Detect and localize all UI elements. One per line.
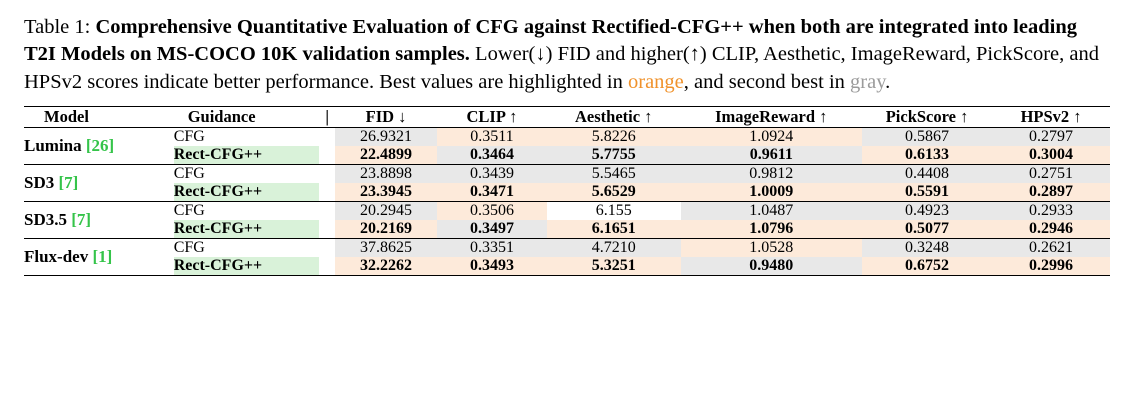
guidance-method-cell: Rect-CFG++	[174, 257, 320, 275]
metric-value-cell: 23.8898	[335, 164, 437, 183]
model-name: Lumina	[24, 135, 82, 155]
metric-value-cell: 0.6133	[862, 146, 992, 164]
column-divider	[319, 164, 335, 183]
header-divider: |	[325, 106, 330, 126]
metric-value-cell: 0.3471	[437, 183, 547, 201]
guidance-method-cell: Rect-CFG++	[174, 220, 320, 238]
metric-value-cell: 0.5867	[862, 127, 992, 146]
metric-value-cell: 0.3004	[992, 146, 1110, 164]
table-row	[24, 146, 1110, 164]
metric-value-cell: 26.9321	[335, 127, 437, 146]
metric-value-cell: 0.2797	[992, 127, 1110, 146]
guidance-method-cell: CFG	[173, 238, 205, 256]
metric-value-cell: 0.5591	[862, 183, 992, 201]
column-divider	[319, 127, 335, 146]
header-fid: FID ↓	[365, 106, 407, 126]
caption-orange-word: orange	[628, 70, 684, 93]
metric-value-cell: 0.2621	[992, 238, 1110, 257]
caption-bold-text: Comprehensive Quantitative Evaluation of CFG against Rectified-CFG++ when both are integrated into leading T2I Models on MS-COCO 10K validation samples.	[24, 16, 1077, 66]
metric-value-cell: 0.4923	[862, 201, 992, 220]
metric-value-cell: 6.155	[595, 201, 632, 219]
metric-value-cell: 5.5465	[547, 164, 681, 183]
model-name-cell	[24, 238, 174, 275]
table-row	[24, 201, 1110, 220]
header-guidance: Guidance	[187, 106, 256, 126]
guidance-method-cell: Rect-CFG++	[174, 146, 320, 164]
model-name-cell	[24, 127, 174, 164]
caption-rest-3: .	[885, 70, 891, 93]
table-header-row	[24, 107, 1110, 127]
caption-label: Table 1:	[24, 16, 91, 38]
metric-value-cell: 0.2933	[992, 201, 1110, 220]
metric-value-cell: 0.6752	[862, 257, 992, 275]
metric-value-cell: 0.9611	[681, 146, 862, 164]
column-divider	[319, 220, 335, 238]
guidance-method-cell: Rect-CFG++	[174, 183, 320, 201]
header-model: Model	[44, 106, 89, 126]
table-row	[24, 220, 1110, 238]
metric-value-cell: 0.9480	[681, 257, 862, 275]
guidance-method-cell: CFG	[173, 201, 205, 219]
header-pickscore: PickScore ↑	[885, 106, 969, 126]
citation-link[interactable]: [1]	[92, 246, 113, 266]
table-bottom-rule	[24, 275, 1110, 276]
metric-value-cell: 0.3351	[437, 238, 547, 257]
metric-value-cell: 5.7755	[547, 146, 681, 164]
model-name: Flux-dev	[24, 246, 89, 266]
table-body	[24, 127, 1110, 275]
column-divider	[319, 257, 335, 275]
table-caption	[24, 14, 1108, 96]
metric-value-cell: 0.3493	[437, 257, 547, 275]
metric-value-cell: 37.8625	[335, 238, 437, 257]
citation-link[interactable]: [7]	[71, 209, 92, 229]
model-name-cell	[24, 164, 174, 201]
metric-value-cell: 5.6529	[547, 183, 681, 201]
model-name-cell	[24, 201, 174, 238]
metric-value-cell: 1.0924	[681, 127, 862, 146]
header-imagereward: ImageReward ↑	[715, 106, 828, 126]
column-divider	[319, 146, 335, 164]
metric-value-cell: 4.7210	[547, 238, 681, 257]
results-table	[24, 106, 1110, 276]
metric-value-cell: 5.8226	[547, 127, 681, 146]
metric-value-cell: 32.2262	[335, 257, 437, 275]
metric-value-cell: 0.2996	[992, 257, 1110, 275]
header-aesthetic: Aesthetic ↑	[574, 106, 653, 126]
metric-value-cell: 0.9812	[681, 164, 862, 183]
metric-value-cell: 0.3248	[862, 238, 992, 257]
metric-value-cell: 0.4408	[862, 164, 992, 183]
metric-value-cell: 1.0009	[681, 183, 862, 201]
metric-value-cell: 0.3506	[437, 201, 547, 220]
metric-value-cell: 0.3497	[437, 220, 547, 238]
metric-value-cell: 6.1651	[547, 220, 681, 238]
metric-value-cell: 0.5077	[862, 220, 992, 238]
metric-value-cell: 22.4899	[335, 146, 437, 164]
metric-value-cell: 0.3464	[437, 146, 547, 164]
guidance-method-cell: CFG	[173, 164, 205, 182]
metric-value-cell: 5.3251	[547, 257, 681, 275]
guidance-method-cell: CFG	[173, 127, 205, 145]
metric-value-cell: 23.3945	[335, 183, 437, 201]
table-row	[24, 238, 1110, 257]
metric-value-cell: 0.2946	[992, 220, 1110, 238]
column-divider	[319, 238, 335, 257]
citation-link[interactable]: [26]	[85, 135, 115, 155]
column-divider	[319, 183, 335, 201]
table-row	[24, 164, 1110, 183]
metric-value-cell: 0.3439	[437, 164, 547, 183]
metric-value-cell: 1.0528	[681, 238, 862, 257]
caption-rest-1: Lower(↓) FID and higher(↑) CLIP, Aesthetic, ImageReward, PickScore, and HPSv2 scores indicate better performance. Best values are highlighted in	[24, 43, 1099, 93]
table-row	[24, 183, 1110, 201]
model-name: SD3.5	[24, 209, 67, 229]
metric-value-cell: 0.2897	[992, 183, 1110, 201]
header-hpsv2: HPSv2 ↑	[1020, 106, 1082, 126]
model-name: SD3	[24, 172, 55, 192]
metric-value-cell: 0.3511	[437, 127, 547, 146]
metric-value-cell: 1.0796	[681, 220, 862, 238]
metric-value-cell: 20.2945	[335, 201, 437, 220]
caption-gray-word: gray	[850, 70, 886, 93]
metric-value-cell: 1.0487	[681, 201, 862, 220]
table-row	[24, 257, 1110, 275]
header-clip: CLIP ↑	[466, 106, 518, 126]
table-row	[24, 127, 1110, 146]
metric-value-cell: 20.2169	[335, 220, 437, 238]
citation-link[interactable]: [7]	[58, 172, 79, 192]
metric-value-cell: 0.2751	[992, 164, 1110, 183]
caption-rest-2: , and second best in	[683, 70, 851, 93]
column-divider	[319, 201, 335, 220]
